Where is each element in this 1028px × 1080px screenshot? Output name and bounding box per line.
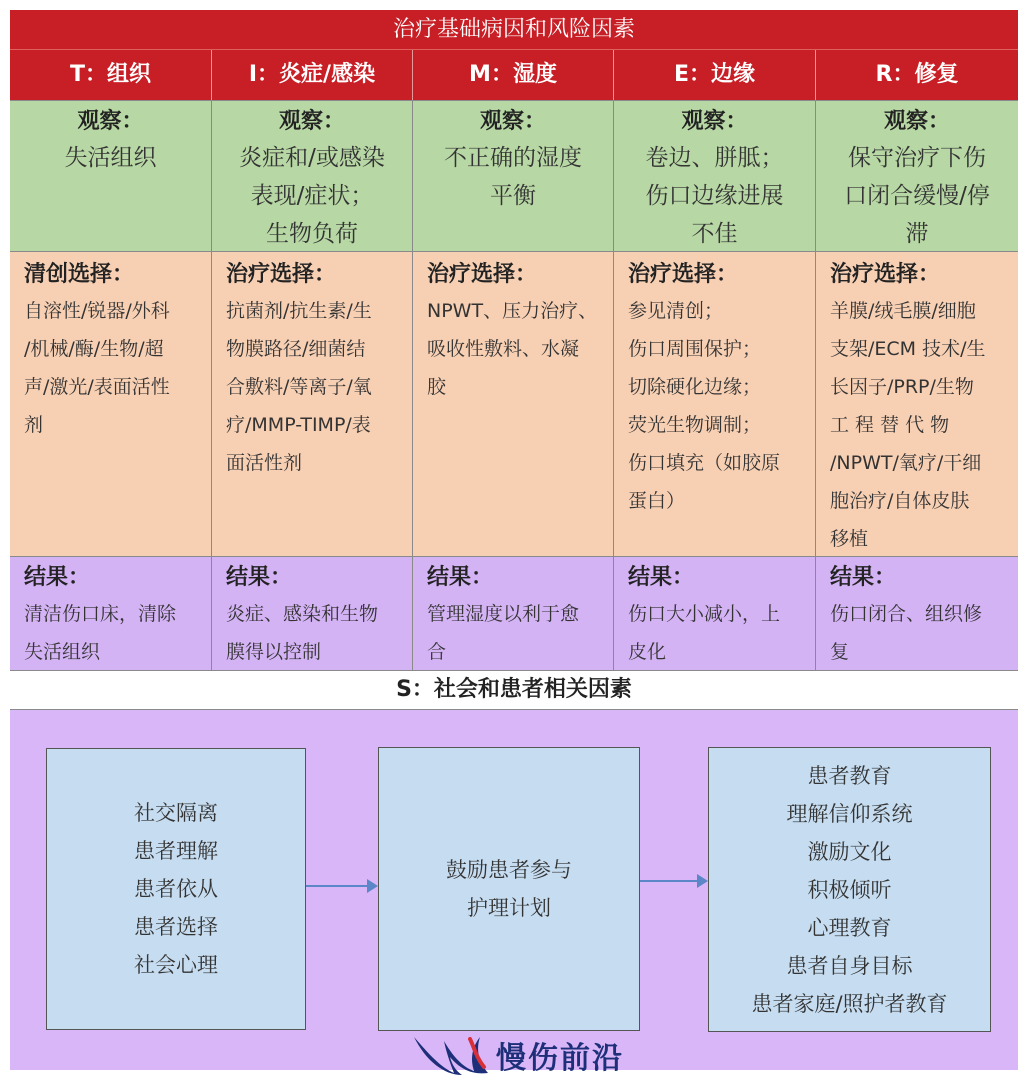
options-label: 治疗选择： [830,262,941,287]
header-e: E：边缘 [614,50,816,100]
observe-text: 保守治疗下伤 口闭合缓慢/停 滞 [844,145,990,247]
header-r: R：修复 [875,62,959,87]
results-cell-r [816,557,1018,670]
results-cell-m [413,557,614,670]
table-title: 治疗基础病因和风险因素 [10,10,1018,50]
results-cell-i [212,557,413,670]
options-text: NPWT、压力治疗、 吸收性敷料、水凝 胶 [427,300,598,398]
logo-text: 慢伤前沿 [496,1041,624,1076]
observe-cell-r [816,101,1018,251]
observe-cell-t [10,101,212,251]
header-t: T：组织 [10,50,212,100]
result-text: 伤口闭合、组织修 复 [830,603,983,663]
arrow-right-icon [640,880,706,882]
observe-cell-e [614,101,816,251]
options-text: 自溶性/锐器/外科 /机械/酶/生物/超 声/激光/表面活性 剂 [24,300,170,436]
options-text: 抗菌剂/抗生素/生 物膜路径/细菌结 合敷料/等离子/氧 疗/MMP-TIMP/表 面活性剂 [226,300,372,474]
options-row [10,251,1018,556]
options-label: 治疗选择： [628,262,739,287]
results-cell-t [10,557,212,670]
observe-text: 炎症和/或感染 表现/症状； 生物负荷 [239,145,385,247]
result-text: 伤口大小减小，上 皮化 [628,603,781,663]
s-section-title: S：社会和患者相关因素 [10,670,1018,710]
header-m: M：湿度 [413,50,614,100]
result-label: 结果： [628,565,695,590]
options-cell-e [614,252,816,556]
header-i: I：炎症/感染 [212,50,413,100]
result-label: 结果： [226,565,293,590]
result-text: 清洁伤口床，清除 失活组织 [24,603,177,663]
options-label: 清创选择： [24,262,135,287]
observe-label: 观察： [479,109,546,134]
options-cell-i [212,252,413,556]
options-cell-r [816,252,1018,556]
observe-label: 观察： [278,109,345,134]
results-row [10,556,1018,670]
observe-label: 观察： [883,109,950,134]
options-cell-t [10,252,212,556]
result-label: 结果： [427,565,494,590]
options-label: 治疗选择： [427,262,538,287]
brand-logo [410,1032,624,1078]
observe-text: 不正确的湿度 平衡 [444,145,582,209]
patient-education-box: 患者教育 理解信仰系统 激励文化 积极倾听 心理教育 患者自身目标 患者家庭/照护者教育 [708,747,991,1032]
options-text: 参见清创； 伤口周围保护； 切除硬化边缘； 荧光生物调制； 伤口填充（如胶原 蛋白） [628,300,781,512]
result-text: 管理湿度以利于愈 合 [427,603,580,663]
engage-patient-box: 鼓励患者参与 护理计划 [378,747,640,1031]
options-cell-m [413,252,614,556]
s-section [10,710,1018,1076]
arrow-right-icon [306,885,376,887]
observe-cell-i [212,101,413,251]
observe-row [10,100,1018,251]
observe-text: 失活组织 [64,145,157,171]
result-label: 结果： [830,565,897,590]
social-factors-box: 社交隔离 患者理解 患者依从 患者选择 社会心理 [46,748,306,1030]
options-text: 羊膜/绒毛膜/细胞 支架/ECM 技术/生 长因子/PRP/生物 工 程 替 代 物 /NPWT/氧疗/干细 胞治疗/自体皮肤 移植 [830,300,986,550]
results-cell-e [614,557,816,670]
result-label: 结果： [24,565,91,590]
result-text: 炎症、感染和生物 膜得以控制 [226,603,379,663]
header-row [10,50,1018,100]
observe-cell-m [413,101,614,251]
observe-label: 观察： [77,109,144,134]
observe-label: 观察： [681,109,748,134]
observe-text: 卷边、胼胝； 伤口边缘进展 不佳 [645,145,784,247]
options-label: 治疗选择： [226,262,337,287]
timers-framework-table [10,10,1018,1076]
logo-mark-icon [410,1033,492,1077]
